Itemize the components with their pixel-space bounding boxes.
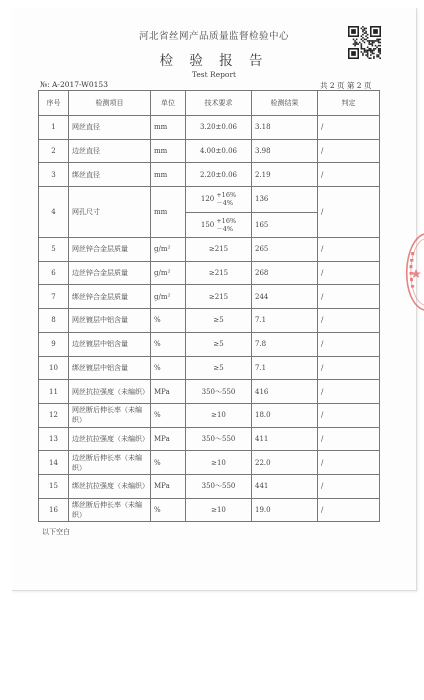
judgement: / xyxy=(318,451,380,475)
table-row xyxy=(39,332,380,356)
judgement: / xyxy=(318,309,380,333)
table-row xyxy=(39,116,380,140)
test-item: 网丝锌合金层质量 xyxy=(69,238,151,262)
seal-stamp xyxy=(398,232,424,312)
report-title: 检 验 报 告 xyxy=(159,53,269,69)
unit: mm xyxy=(151,187,186,238)
table-row xyxy=(39,474,380,498)
result: 265 xyxy=(252,238,318,262)
unit: g/m² xyxy=(151,261,186,285)
table-row xyxy=(39,238,380,262)
spec-upper-tolerance: +16% xyxy=(216,191,237,200)
requirement: 350～550 xyxy=(186,474,252,498)
unit: % xyxy=(151,309,186,333)
judgement: / xyxy=(318,332,380,356)
unit: % xyxy=(151,332,186,356)
requirement: 3.20±0.06 xyxy=(186,116,252,140)
spec-base: 120 xyxy=(200,195,215,204)
header-result: 检测结果 xyxy=(252,91,318,116)
result: 22.0 xyxy=(252,451,318,475)
test-item: 绑丝断后伸长率（未编织） xyxy=(69,498,151,522)
row-number: 7 xyxy=(39,285,69,309)
requirement: ≥215 xyxy=(186,238,252,262)
results-table xyxy=(38,90,380,522)
row-number: 10 xyxy=(39,356,69,380)
unit: g/m² xyxy=(151,238,186,262)
requirement xyxy=(186,187,252,238)
row-number: 15 xyxy=(39,474,69,498)
row-number: 8 xyxy=(39,309,69,333)
result: 7.8 xyxy=(252,332,318,356)
judgement: / xyxy=(318,261,380,285)
judgement: / xyxy=(318,380,380,404)
test-item: 绑丝抗拉强度（未编织） xyxy=(69,474,151,498)
requirement: ≥10 xyxy=(186,403,252,427)
unit: % xyxy=(151,356,186,380)
document-number: №: A-2017-W0153 xyxy=(40,80,108,89)
test-item: 网丝镀层中铝含量 xyxy=(69,309,151,333)
requirement: 350～550 xyxy=(186,427,252,451)
unit: % xyxy=(151,451,186,475)
judgement: / xyxy=(318,356,380,380)
spec-lower-tolerance: －4% xyxy=(216,224,234,233)
requirement: 2.20±0.06 xyxy=(186,163,252,187)
row-number: 5 xyxy=(39,238,69,262)
spec-lower-tolerance: －4% xyxy=(216,199,234,208)
unit: mm xyxy=(151,116,186,140)
result: 3.98 xyxy=(252,139,318,163)
judgement: / xyxy=(318,285,380,309)
header-unit: 单位 xyxy=(151,91,186,116)
row-number: 13 xyxy=(39,427,69,451)
table-row xyxy=(39,380,380,404)
blank-below-note: 以下空白 xyxy=(42,528,70,536)
table-row xyxy=(39,187,380,238)
spec-base: 150 xyxy=(200,220,215,229)
qr-code-icon xyxy=(348,26,381,59)
test-item: 边丝镀层中铝含量 xyxy=(69,332,151,356)
requirement: ≥10 xyxy=(186,451,252,475)
test-item: 绑丝镀层中铝含量 xyxy=(69,356,151,380)
result: 3.18 xyxy=(252,116,318,140)
result-value: 165 xyxy=(255,220,269,229)
test-item: 网孔尺寸 xyxy=(69,187,151,238)
judgement: / xyxy=(318,498,380,522)
table-row xyxy=(39,139,380,163)
test-item: 网丝直径 xyxy=(69,116,151,140)
test-item: 边丝锌合金层质量 xyxy=(69,261,151,285)
requirement: ≥215 xyxy=(186,261,252,285)
test-item: 边丝抗拉强度（未编织） xyxy=(69,427,151,451)
spec-upper-tolerance: +16% xyxy=(216,216,237,225)
unit: mm xyxy=(151,163,186,187)
org-name: 河北省丝网产品质量监督检验中心 xyxy=(138,31,289,42)
table-row xyxy=(39,163,380,187)
header-item: 检测项目 xyxy=(69,91,151,116)
row-number: 16 xyxy=(39,498,69,522)
judgement: / xyxy=(318,163,380,187)
test-item: 边丝直径 xyxy=(69,139,151,163)
judgement: / xyxy=(318,139,380,163)
test-item: 网丝断后伸长率（未编织） xyxy=(69,403,151,427)
header-judgement: 判定 xyxy=(318,91,380,116)
table-header-row xyxy=(39,91,380,116)
report-subtitle: Test Report xyxy=(191,70,237,79)
result: 244 xyxy=(252,285,318,309)
table-row xyxy=(39,498,380,522)
row-number: 4 xyxy=(39,187,69,238)
result: 411 xyxy=(252,427,318,451)
unit: MPa xyxy=(151,474,186,498)
row-number: 12 xyxy=(39,403,69,427)
result: 441 xyxy=(252,474,318,498)
judgement: / xyxy=(318,116,380,140)
judgement: / xyxy=(318,238,380,262)
unit: MPa xyxy=(151,427,186,451)
result: 268 xyxy=(252,261,318,285)
test-item: 绑丝锌合金层质量 xyxy=(69,285,151,309)
row-number: 11 xyxy=(39,380,69,404)
result xyxy=(252,187,318,238)
header-requirement: 技术要求 xyxy=(186,91,252,116)
table-row xyxy=(39,427,380,451)
judgement: / xyxy=(318,474,380,498)
unit: g/m² xyxy=(151,285,186,309)
table-row xyxy=(39,403,380,427)
unit: MPa xyxy=(151,380,186,404)
test-item: 绑丝直径 xyxy=(69,163,151,187)
requirement: 350～550 xyxy=(186,380,252,404)
row-number: 14 xyxy=(39,451,69,475)
result: 2.19 xyxy=(252,163,318,187)
result: 7.1 xyxy=(252,309,318,333)
row-number: 2 xyxy=(39,139,69,163)
table-row xyxy=(39,261,380,285)
table-body xyxy=(39,116,380,522)
result-value: 136 xyxy=(255,195,269,204)
table-row xyxy=(39,309,380,333)
row-number: 3 xyxy=(39,163,69,187)
row-number: 9 xyxy=(39,332,69,356)
page-info: 共 2 页 第 2 页 xyxy=(320,81,372,90)
result: 19.0 xyxy=(252,498,318,522)
requirement: ≥215 xyxy=(186,285,252,309)
table-row xyxy=(39,356,380,380)
unit: % xyxy=(151,498,186,522)
requirement: ≥5 xyxy=(186,332,252,356)
requirement: ≥5 xyxy=(186,356,252,380)
requirement: 4.00±0.06 xyxy=(186,139,252,163)
unit: mm xyxy=(151,139,186,163)
judgement: / xyxy=(318,427,380,451)
table-row xyxy=(39,285,380,309)
requirement: ≥5 xyxy=(186,309,252,333)
table-row xyxy=(39,451,380,475)
row-number: 1 xyxy=(39,116,69,140)
requirement: ≥10 xyxy=(186,498,252,522)
unit: % xyxy=(151,403,186,427)
test-item: 边丝断后伸长率（未编织） xyxy=(69,451,151,475)
header-no: 序号 xyxy=(39,91,69,116)
row-number: 6 xyxy=(39,261,69,285)
test-item: 网丝抗拉强度（未编织） xyxy=(69,380,151,404)
judgement: / xyxy=(318,403,380,427)
result: 416 xyxy=(252,380,318,404)
result: 7.1 xyxy=(252,356,318,380)
judgement: / xyxy=(318,187,380,238)
result: 18.0 xyxy=(252,403,318,427)
